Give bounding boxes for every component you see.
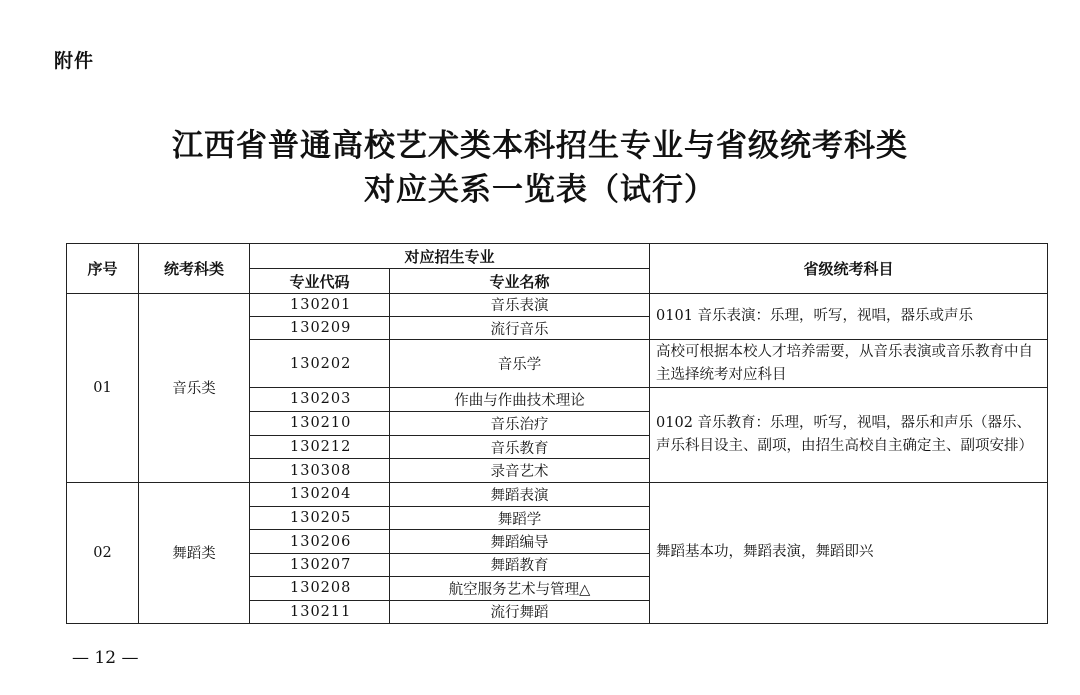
major-name: 舞蹈表演 (390, 482, 650, 506)
major-name: 舞蹈编导 (390, 530, 650, 553)
major-code: 130209 (250, 317, 390, 340)
category-cell: 舞蹈类 (139, 482, 250, 623)
header-subjects: 省级统考科目 (650, 244, 1048, 294)
major-name: 舞蹈教育 (390, 553, 650, 576)
major-code: 130211 (250, 600, 390, 624)
header-major-group: 对应招生专业 (250, 244, 650, 269)
major-name: 音乐治疗 (390, 411, 650, 435)
major-mapping-table (66, 243, 1048, 624)
document-title-line1: 江西省普通高校艺术类本科招生专业与省级统考科类 (172, 128, 908, 164)
major-code: 130203 (250, 388, 390, 411)
category-cell: 音乐类 (139, 293, 250, 482)
header-name: 专业名称 (390, 269, 650, 293)
major-code: 130202 (250, 340, 390, 388)
major-name: 音乐学 (390, 340, 650, 388)
exam-subjects: 0101 音乐表演：乐理，听写，视唱，器乐或声乐 (650, 293, 1048, 340)
table-row (67, 482, 1048, 506)
header-category: 统考科类 (139, 244, 250, 294)
major-code: 130210 (250, 411, 390, 435)
major-name: 流行舞蹈 (390, 600, 650, 624)
exam-subjects: 高校可根据本校人才培养需要，从音乐表演或音乐教育中自主选择统考对应科目 (650, 340, 1048, 388)
major-name: 录音艺术 (390, 459, 650, 482)
table-row (67, 293, 1048, 316)
major-name: 流行音乐 (390, 317, 650, 340)
seq-cell: 01 (67, 293, 139, 482)
major-code: 130206 (250, 530, 390, 553)
major-code: 130207 (250, 553, 390, 576)
major-name: 音乐教育 (390, 435, 650, 458)
major-code: 130205 (250, 507, 390, 530)
major-name: 航空服务艺术与管理△ (390, 577, 650, 600)
major-code: 130212 (250, 435, 390, 458)
major-code: 130201 (250, 293, 390, 316)
major-code: 130204 (250, 482, 390, 506)
header-seq: 序号 (67, 244, 139, 294)
document-title-line2: 对应关系一览表（试行） (364, 172, 716, 208)
seq-cell: 02 (67, 482, 139, 623)
exam-subjects: 0102 音乐教育：乐理，听写，视唱，器乐和声乐（器乐、声乐科目设主、副项，由招生高校自主确定主、副项安排） (650, 388, 1048, 482)
header-code: 专业代码 (250, 269, 390, 293)
page-number: — 12 — (72, 648, 139, 668)
exam-subjects: 舞蹈基本功，舞蹈表演，舞蹈即兴 (650, 482, 1048, 623)
major-code: 130308 (250, 459, 390, 482)
header-row (67, 244, 1048, 269)
attachment-label: 附件 (54, 50, 95, 72)
major-name: 音乐表演 (390, 293, 650, 316)
major-code: 130208 (250, 577, 390, 600)
major-name: 舞蹈学 (390, 507, 650, 530)
major-name: 作曲与作曲技术理论 (390, 388, 650, 411)
